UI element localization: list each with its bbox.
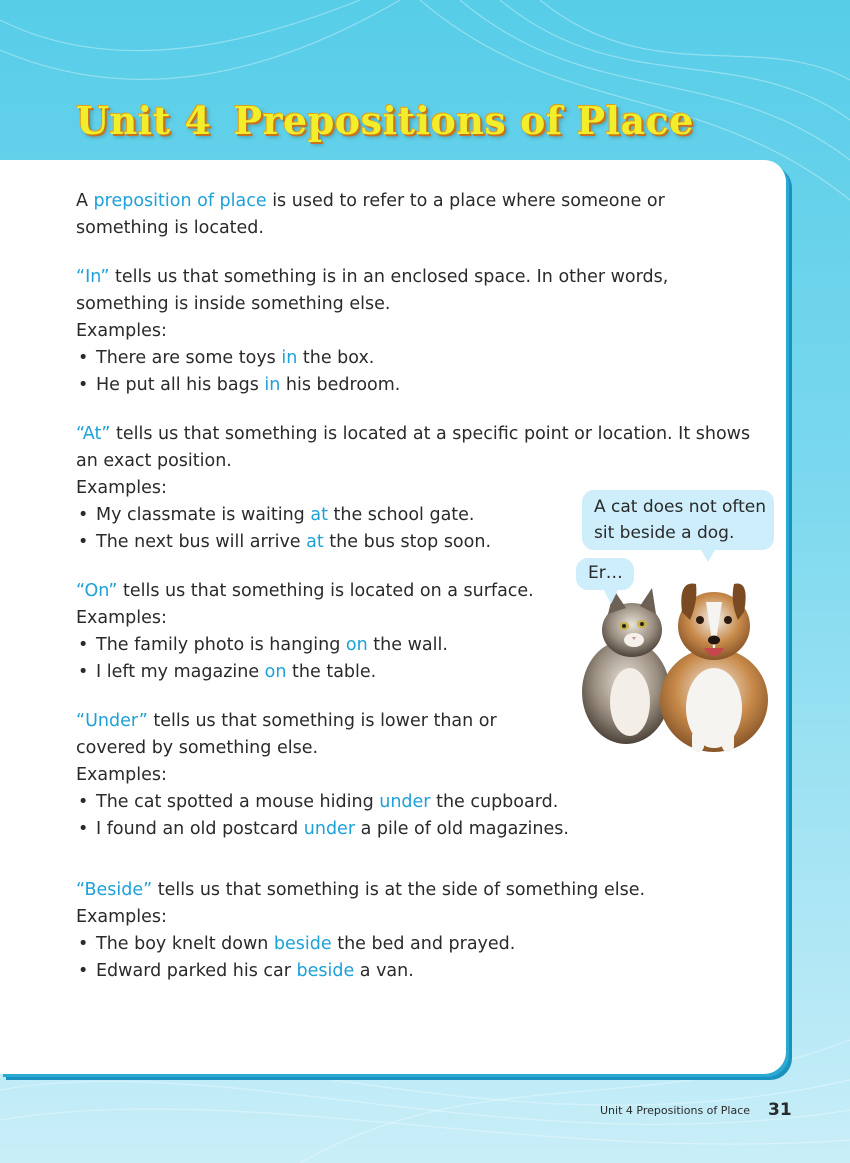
dog-speech-bubble: A cat does not often sit beside a dog.: [582, 490, 774, 550]
intro-section: [76, 188, 756, 242]
section-beside: [76, 877, 756, 985]
examples-label: Examples:: [76, 765, 167, 785]
intro-term: preposition of place: [93, 191, 267, 211]
example-item: • The boy knelt down beside the bed and prayed.: [76, 931, 756, 958]
intro-paragraph: A preposition of place is used to refer to a place where someone or something is located.: [76, 191, 665, 238]
example-item: • The family photo is hanging on the wall.: [76, 632, 756, 659]
page-number: 31: [768, 1100, 792, 1120]
dog: [660, 584, 768, 752]
cat: [582, 588, 670, 744]
examples-list: [76, 931, 756, 985]
section-description: “Beside” tells us that something is at the side of something else.: [76, 880, 646, 900]
section-description: “In” tells us that something is in an enclosed space. In other words, something is inside something else.: [76, 267, 669, 314]
example-item: • I found an old postcard under a pile of old magazines.: [76, 816, 756, 843]
example-item: • Edward parked his car beside a van.: [76, 958, 756, 985]
section-keyword: “On”: [76, 581, 118, 601]
cat-speech-bubble: Er…: [576, 558, 634, 590]
example-item: • The cat spotted a mouse hiding under the cupboard.: [76, 789, 756, 816]
section-keyword: “Under”: [76, 711, 148, 731]
title-unit: Unit 4: [76, 98, 212, 143]
example-item: • My classmate is waiting at the school gate.: [76, 502, 756, 529]
section-keyword: “At”: [76, 424, 111, 444]
examples-label: Examples:: [76, 478, 167, 498]
section-description: “Under” tells us that something is lower than or covered by something else.: [76, 711, 497, 758]
example-item: • There are some toys in the box.: [76, 345, 756, 372]
examples-list: [76, 345, 756, 399]
example-item: • I left my magazine on the table.: [76, 659, 756, 686]
title-topic: Prepositions of Place: [233, 98, 694, 143]
footer-unit-label: Unit 4 Prepositions of Place: [600, 1104, 751, 1117]
examples-label: Examples:: [76, 321, 167, 341]
example-item: • He put all his bags in his bedroom.: [76, 372, 756, 399]
examples-label: Examples:: [76, 608, 167, 628]
section-in: [76, 264, 756, 399]
examples-list: [76, 789, 756, 843]
examples-label: Examples:: [76, 907, 167, 927]
section-description: “At” tells us that something is located at a specific point or location. It shows an exact position.: [76, 424, 751, 471]
section-keyword: “In”: [76, 267, 110, 287]
example-item: • The next bus will arrive at the bus stop soon.: [76, 529, 756, 556]
page-title: [76, 98, 694, 143]
section-keyword: “Beside”: [76, 880, 153, 900]
section-description: “On” tells us that something is located on a surface.: [76, 581, 534, 601]
